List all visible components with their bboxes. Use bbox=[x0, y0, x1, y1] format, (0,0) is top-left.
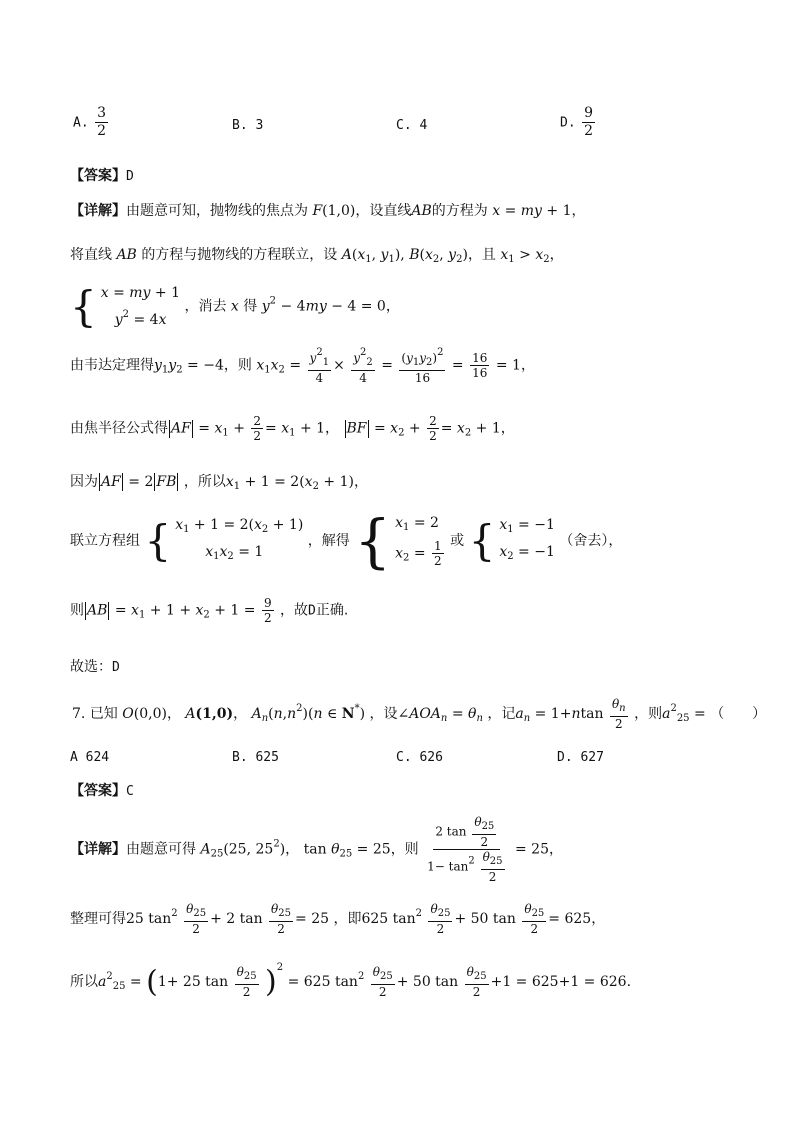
q6-detail-line-3: { x = my + 1 $y^2 = 4x$ ，消去 x 得 $y^2 - 4my - 4 = 0$， bbox=[70, 281, 400, 331]
q6-detail-line-5: 由焦半径公式得 AF = $x_1$ + $\frac{2}{2}$ = $x_1 + 1$， BF = $x_2$ + $\frac{2}{2}$ = $x_2 + 1$， bbox=[70, 414, 515, 443]
q7-stem: 7. 已知 O(0,0)， A(1,0)， $A_n(n,n^2)(n$ ∈ N*) ，设$\angle AOA_n = \theta_n$ ，记$a_n = 1+ntan$ $\frac{\theta_n}{2}$ ，则$a^2_{25}$ = （ ） bbox=[72, 697, 767, 731]
q6-detail-line-2: 将直线 AB 的方程与抛物线的方程联立，设 $A(x_1$, $y_1$), $B(x_2$, $y_2$)，且 $x_1 > x_2$， bbox=[70, 247, 564, 265]
q6-answer: 【答案】D bbox=[70, 168, 134, 184]
q6-option-a: A. $\frac{3}{2}$ bbox=[73, 105, 107, 139]
q7-answer: 【答案】C bbox=[70, 783, 134, 799]
q6-select: 故选：D bbox=[70, 659, 120, 675]
q7-option-d: D. 627 bbox=[557, 750, 604, 765]
q7-detail-line-1: 【详解】由题意可得 $A_{25}(25$, $25^2$)， $\tan \theta_{25} = 25$，则 2 tan $\frac{\theta_{25}}{2}$ $1- \tan^2$ $\frac{\theta_{25}}{2}$ = 25， bbox=[70, 815, 563, 884]
q7-option-a: A 624 bbox=[70, 750, 110, 765]
q6-detail-line-4: 由韦达定理得$y_1y_2 = -4$，则 $x_1x_2$ = $\frac{y^2_1}{4}$ × $\frac{y^2_2}{4}$ = $\frac{(y_1y_2)^2}{16}$ = $\frac{16}{16}$ = 1， bbox=[70, 347, 535, 385]
q6-detail-line-7: 联立方程组 { $x_1 + 1 = 2(x_2 + 1)$ $x_1x_2 = 1$ ，解得 { $x_1 = 2$ $x_2$ = $\frac{1}{2}$ 或 { $x_1 = -1$ $x_2 = -1$ （舍去）， bbox=[70, 507, 623, 575]
q6-detail-line-8: 则 AB = $x_1 + 1 + x_2 + 1$ = $\frac{9}{2}$ ，故D正确. bbox=[70, 596, 349, 625]
q6-option-d: D. $\frac{9}{2}$ bbox=[560, 105, 594, 139]
q7-option-b: B. 625 bbox=[232, 750, 279, 765]
q6-detail-line-6: 因为 AF = 2 FB ，所以$x_1 + 1 = 2(x_2 + 1)$， bbox=[70, 474, 368, 492]
q7-detail-line-3: 所以$a^2_{25} = (1+ 25$ tan $\frac{\theta_{25}}{2}$ )$^2$ = 625 $\tan^2$ $\frac{\theta_{25}}{2}$ + 50 tan $\frac{\theta_{25}}{2}$ +1 = 625+1 = 626. bbox=[70, 962, 632, 1000]
q6-option-b: B. 3 bbox=[232, 118, 264, 133]
q6-option-c: C. 4 bbox=[396, 118, 428, 133]
q6-detail-line-1: 【详解】由题意可知，抛物线的焦点为 F(1,0)，设直线AB的方程为 x = my + 1， bbox=[70, 203, 586, 219]
q7-detail-line-2: 整理可得25 $\tan^2$ $\frac{\theta_{25}}{2}$ + 2 tan $\frac{\theta_{25}}{2}$ = 25 ，即625 $\tan^2$ $\frac{\theta_{25}}{2}$ + 50 tan $\frac{\theta_{25}}{2}$ = 625， bbox=[70, 902, 606, 936]
q7-option-c: C. 626 bbox=[396, 750, 443, 765]
